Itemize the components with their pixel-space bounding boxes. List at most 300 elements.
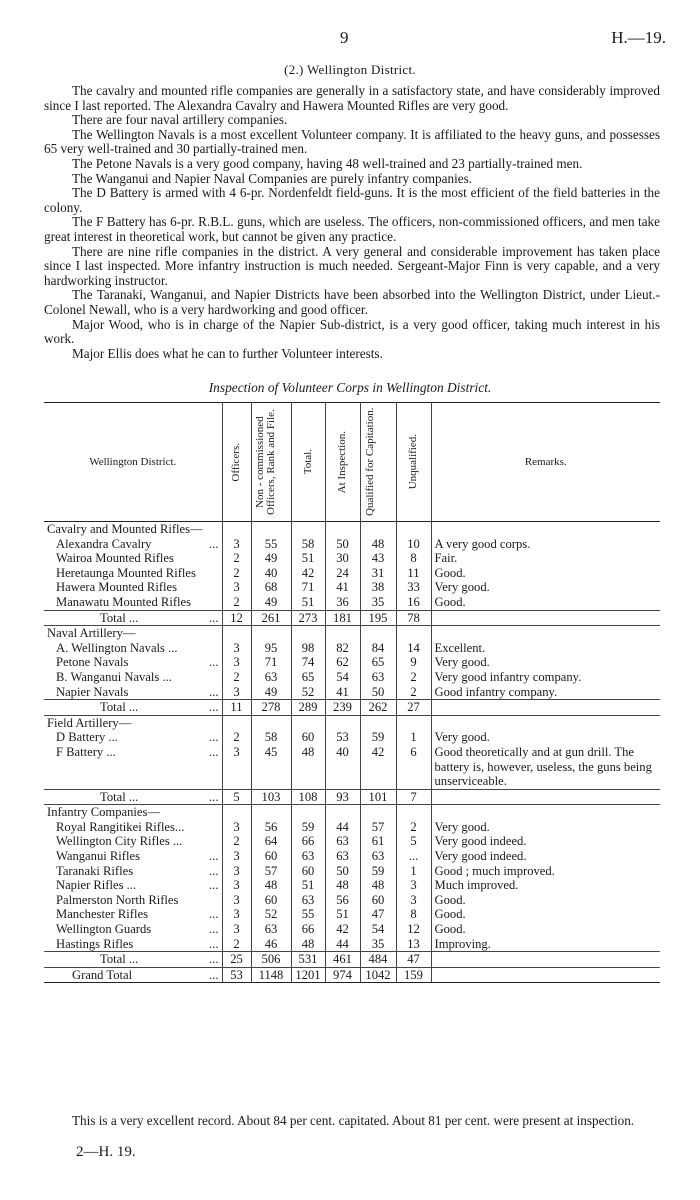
table-row	[44, 893, 660, 908]
unit-name-text: Wellington City Rifles ...	[56, 834, 183, 849]
value-total: 63	[291, 893, 325, 908]
unit-name-text: Taranaki Rifles	[56, 863, 134, 878]
empty-cell	[251, 715, 291, 730]
value-nco: 55	[251, 537, 291, 552]
page-number: 9	[340, 28, 349, 47]
grand-total-at: 974	[325, 967, 360, 983]
grand-total-nco: 1148	[251, 967, 291, 983]
value-unq: 3	[396, 893, 431, 908]
value-total: 42	[291, 566, 325, 581]
leader-dots: ...	[209, 907, 219, 922]
value-at: 53	[325, 730, 360, 745]
value-officers: 2	[222, 670, 251, 685]
value-nco: 63	[251, 670, 291, 685]
paragraph: There are four naval artillery companies.	[72, 112, 288, 128]
value-officers: 3	[222, 685, 251, 700]
table-row	[44, 685, 660, 700]
group-title: Cavalry and Mounted Rifles—	[44, 522, 222, 537]
leader-dots: ...	[209, 952, 219, 967]
leader-dots: ...	[209, 967, 219, 982]
value-qual: 59	[360, 730, 396, 745]
footer-note: This is a very excellent record. About 84 per cent. capitated. About 81 per cent. were present at inspection.	[72, 1113, 635, 1128]
value-nco: 52	[251, 907, 291, 922]
total-unq: 47	[396, 952, 431, 968]
unit-name-text: Wanganui Rifles	[56, 849, 140, 864]
value-officers: 3	[222, 864, 251, 879]
remark: Good infantry company.	[434, 684, 558, 699]
remark: Very good indeed.	[434, 849, 527, 864]
total-row	[44, 610, 660, 626]
value-at: 56	[325, 893, 360, 908]
empty-cell	[291, 715, 325, 730]
report-paragraphs	[44, 84, 660, 361]
value-at: 41	[325, 580, 360, 595]
value-unq: 11	[396, 566, 431, 581]
value-officers: 2	[222, 834, 251, 849]
signature-mark: 2—H. 19.	[76, 1144, 136, 1160]
unit-name	[44, 641, 222, 656]
grand-total-total: 1201	[291, 967, 325, 983]
value-officers: 3	[222, 922, 251, 937]
remark: Good.	[434, 907, 466, 922]
unit-name	[44, 551, 222, 566]
value-total: 51	[291, 878, 325, 893]
group-title-row	[44, 522, 660, 537]
value-unq: 2	[396, 685, 431, 700]
value-unq: 6	[396, 745, 431, 789]
unit-name-text: Royal Rangitikei Rifles...	[56, 819, 185, 834]
grand-total-label	[44, 967, 222, 983]
total-nco: 278	[251, 700, 291, 716]
total-qual: 484	[360, 952, 396, 968]
grand-total-unq: 159	[396, 967, 431, 983]
remark: Very good.	[434, 580, 490, 595]
total-nco: 261	[251, 610, 291, 626]
unit-name	[44, 937, 222, 952]
value-total: 55	[291, 907, 325, 922]
unit-name-text: Manchester Rifles	[56, 907, 148, 922]
value-unq: 2	[396, 670, 431, 685]
unit-name-text: Napier Navals	[56, 684, 129, 699]
leader-dots: ...	[209, 610, 219, 625]
value-qual: 65	[360, 655, 396, 670]
remark: Very good.	[434, 819, 490, 834]
table-row	[44, 566, 660, 581]
unit-name	[44, 685, 222, 700]
empty-cell	[222, 805, 251, 820]
unit-name	[44, 670, 222, 685]
empty-cell	[360, 805, 396, 820]
value-qual: 84	[360, 641, 396, 656]
total-officers: 25	[222, 952, 251, 968]
value-nco: 58	[251, 730, 291, 745]
value-officers: 3	[222, 580, 251, 595]
table-row	[44, 537, 660, 552]
remark: Very good.	[434, 655, 490, 670]
value-total: 74	[291, 655, 325, 670]
total-row	[44, 789, 660, 805]
unit-name-text: Manawatu Mounted Rifles	[56, 594, 192, 609]
header-qualified: Qualified for Capitation.	[360, 403, 396, 522]
header-remarks: Remarks.	[431, 403, 660, 522]
unit-name-text: Palmerston North Rifles	[56, 892, 179, 907]
value-nco: 49	[251, 595, 291, 610]
value-at: 42	[325, 922, 360, 937]
leader-dots: ...	[209, 536, 219, 551]
value-qual: 35	[360, 595, 396, 610]
value-at: 41	[325, 685, 360, 700]
unit-name	[44, 864, 222, 879]
empty-cell	[325, 522, 360, 537]
value-unq: 16	[396, 595, 431, 610]
empty-cell	[222, 522, 251, 537]
value-officers: 2	[222, 551, 251, 566]
table-caption: Inspection of Volunteer Corps in Wellington District.	[208, 380, 492, 395]
grand-total-label-text: Grand Total	[72, 967, 133, 982]
remark: Very good infantry company.	[434, 669, 582, 684]
paragraph: Major Wood, who is in charge of the Napier Sub-district, is a very good officer, taking much interest in his work.	[44, 316, 660, 347]
leader-dots: ...	[209, 849, 219, 864]
value-total: 60	[291, 730, 325, 745]
value-qual: 31	[360, 566, 396, 581]
table-row	[44, 655, 660, 670]
unit-name	[44, 655, 222, 670]
remark: Good theoretically and at gun drill. The battery is, however, useless, the guns being unserviceable.	[434, 744, 652, 789]
value-total: 63	[291, 849, 325, 864]
leader-dots: ...	[209, 922, 219, 937]
leader-dots: ...	[209, 684, 219, 699]
empty-cell	[396, 626, 431, 641]
value-qual: 54	[360, 922, 396, 937]
total-label-text: Total ...	[100, 610, 139, 625]
paragraph: The Petone Navals is a very good company, having 48 well-trained and 23 partially-trained men.	[72, 155, 583, 171]
inspection-table	[44, 402, 660, 983]
unit-name	[44, 893, 222, 908]
group-title: Infantry Companies—	[44, 805, 222, 820]
total-at: 93	[325, 789, 360, 805]
remark: Fair.	[434, 551, 458, 566]
total-total: 273	[291, 610, 325, 626]
unit-name-text: F Battery ...	[56, 744, 116, 759]
empty-cell	[396, 805, 431, 820]
value-qual: 61	[360, 834, 396, 849]
group-title-row	[44, 715, 660, 730]
paragraph: The Wanganui and Napier Naval Companies are purely infantry companies.	[72, 170, 473, 186]
value-at: 50	[325, 537, 360, 552]
unit-name	[44, 878, 222, 893]
value-officers: 3	[222, 820, 251, 835]
unit-name-text: D Battery ...	[56, 730, 118, 745]
remark: Excellent.	[434, 640, 486, 655]
empty-cell	[325, 626, 360, 641]
empty-cell	[251, 805, 291, 820]
table-row	[44, 745, 660, 789]
remark: Good ; much improved.	[434, 863, 555, 878]
group-title: Naval Artillery—	[44, 626, 222, 641]
total-label	[44, 952, 222, 968]
empty-cell	[431, 626, 660, 641]
unit-name	[44, 849, 222, 864]
total-row	[44, 952, 660, 968]
empty-cell	[431, 715, 660, 730]
unit-name	[44, 566, 222, 581]
table-row	[44, 864, 660, 879]
value-qual: 59	[360, 864, 396, 879]
grand-total-qual: 1042	[360, 967, 396, 983]
value-nco: 40	[251, 566, 291, 581]
empty-cell	[431, 522, 660, 537]
value-qual: 48	[360, 537, 396, 552]
total-total: 108	[291, 789, 325, 805]
empty-cell	[222, 626, 251, 641]
header-nco: Non - commissioned Officers, Rank and File.	[251, 403, 291, 522]
value-unq: 5	[396, 834, 431, 849]
value-nco: 60	[251, 893, 291, 908]
value-total: 98	[291, 641, 325, 656]
total-nco: 506	[251, 952, 291, 968]
total-at: 239	[325, 700, 360, 716]
empty-cell	[431, 805, 660, 820]
table-row	[44, 595, 660, 610]
value-total: 58	[291, 537, 325, 552]
total-label	[44, 700, 222, 716]
paragraph: The D Battery is armed with 4 6-pr. Nordenfeldt field-guns. It is the most efficient of the field batteries in the colony.	[44, 185, 660, 215]
total-qual: 262	[360, 700, 396, 716]
leader-dots: ...	[209, 789, 219, 804]
table-row	[44, 730, 660, 745]
leader-dots: ...	[209, 936, 219, 951]
unit-name-text: Hastings Rifles	[56, 936, 134, 951]
value-at: 63	[325, 834, 360, 849]
unit-name	[44, 820, 222, 835]
value-qual: 47	[360, 907, 396, 922]
leader-dots: ...	[209, 730, 219, 745]
value-nco: 60	[251, 849, 291, 864]
remark: Very good.	[434, 730, 490, 745]
value-total: 52	[291, 685, 325, 700]
value-qual: 63	[360, 849, 396, 864]
empty-cell	[431, 610, 660, 626]
total-qual: 195	[360, 610, 396, 626]
value-at: 36	[325, 595, 360, 610]
remark: Good.	[434, 922, 466, 937]
remark: Good.	[434, 594, 466, 609]
empty-cell	[396, 715, 431, 730]
paragraph: There are nine rifle companies in the district. A very general and considerable improvement has taken place since I last inspected. More infantry instruction is much needed. Sergeant-Major Finn is very capable, and a very hardworking instructor.	[44, 243, 660, 288]
remark: Much improved.	[434, 878, 519, 893]
value-unq: 14	[396, 641, 431, 656]
value-at: 48	[325, 878, 360, 893]
header-total: Total.	[291, 403, 325, 522]
value-at: 44	[325, 937, 360, 952]
value-nco: 68	[251, 580, 291, 595]
value-at: 44	[325, 820, 360, 835]
total-at: 181	[325, 610, 360, 626]
paragraph: The Wellington Navals is a most excellent Volunteer company. It is affiliated to the heavy guns, and possesses 65 very well-trained and 30 partially-trained men.	[44, 126, 660, 157]
empty-cell	[431, 952, 660, 968]
value-total: 71	[291, 580, 325, 595]
empty-cell	[360, 715, 396, 730]
value-qual: 43	[360, 551, 396, 566]
value-at: 50	[325, 864, 360, 879]
value-nco: 95	[251, 641, 291, 656]
paragraph: Major Ellis does what he can to further Volunteer interests.	[72, 345, 383, 361]
total-unq: 27	[396, 700, 431, 716]
value-unq: 13	[396, 937, 431, 952]
total-label	[44, 789, 222, 805]
value-officers: 3	[222, 849, 251, 864]
total-qual: 101	[360, 789, 396, 805]
value-total: 66	[291, 834, 325, 849]
empty-cell	[431, 967, 660, 983]
value-officers: 2	[222, 595, 251, 610]
table-row	[44, 907, 660, 922]
paragraph: The F Battery has 6-pr. R.B.L. guns, which are useless. The officers, non-commissioned officers, and men take great interest in theoretical work, but cannot be given any practice.	[44, 214, 660, 244]
header-unqualified: Unqualified.	[396, 403, 431, 522]
paragraph: The cavalry and mounted rifle companies are generally in a satisfactory state, and have considerably improved since I last reported. The Alexandra Cavalry and Hawera Mounted Rifles are very good.	[44, 83, 660, 113]
total-total: 289	[291, 700, 325, 716]
value-total: 48	[291, 745, 325, 789]
value-at: 24	[325, 566, 360, 581]
value-total: 59	[291, 820, 325, 835]
remark: Improving.	[434, 936, 491, 951]
empty-cell	[251, 522, 291, 537]
value-total: 48	[291, 937, 325, 952]
value-officers: 3	[222, 878, 251, 893]
value-at: 30	[325, 551, 360, 566]
value-officers: 2	[222, 566, 251, 581]
value-qual: 50	[360, 685, 396, 700]
value-unq: 1	[396, 730, 431, 745]
value-total: 51	[291, 551, 325, 566]
unit-name-text: A. Wellington Navals ...	[56, 640, 178, 655]
empty-cell	[222, 715, 251, 730]
value-nco: 56	[251, 820, 291, 835]
empty-cell	[360, 626, 396, 641]
value-at: 54	[325, 670, 360, 685]
value-officers: 2	[222, 730, 251, 745]
grand-total-officers: 53	[222, 967, 251, 983]
group-title: Field Artillery—	[44, 715, 222, 730]
leader-dots: ...	[209, 700, 219, 715]
unit-name-text: Petone Navals	[56, 655, 129, 670]
value-qual: 48	[360, 878, 396, 893]
group-title-row	[44, 626, 660, 641]
table-row	[44, 580, 660, 595]
value-at: 40	[325, 745, 360, 789]
value-unq: 33	[396, 580, 431, 595]
unit-name	[44, 922, 222, 937]
table-row	[44, 834, 660, 849]
empty-cell	[431, 789, 660, 805]
value-nco: 45	[251, 745, 291, 789]
empty-cell	[360, 522, 396, 537]
value-officers: 3	[222, 907, 251, 922]
empty-cell	[325, 715, 360, 730]
value-at: 63	[325, 849, 360, 864]
value-nco: 57	[251, 864, 291, 879]
unit-name-text: Alexandra Cavalry	[56, 536, 152, 551]
table-row	[44, 849, 660, 864]
remark: Good.	[434, 565, 466, 580]
value-qual: 60	[360, 893, 396, 908]
unit-name-text: Wairoa Mounted Rifles	[56, 551, 174, 566]
leader-dots: ...	[209, 878, 219, 893]
leader-dots: ...	[209, 744, 219, 759]
empty-cell	[291, 805, 325, 820]
value-nco: 49	[251, 685, 291, 700]
total-officers: 12	[222, 610, 251, 626]
value-unq: 8	[396, 907, 431, 922]
total-row	[44, 700, 660, 716]
table-row	[44, 937, 660, 952]
empty-cell	[251, 626, 291, 641]
value-qual: 35	[360, 937, 396, 952]
total-nco: 103	[251, 789, 291, 805]
unit-name-text: Heretaunga Mounted Rifles	[56, 565, 196, 580]
header-district: Wellington District.	[44, 403, 222, 522]
unit-name-text: Napier Rifles ...	[56, 878, 137, 893]
value-at: 62	[325, 655, 360, 670]
unit-name	[44, 907, 222, 922]
total-label-text: Total ...	[100, 789, 139, 804]
value-total: 66	[291, 922, 325, 937]
value-unq: 2	[396, 820, 431, 835]
table-row	[44, 820, 660, 835]
value-qual: 63	[360, 670, 396, 685]
unit-name-text: B. Wanganui Navals ...	[56, 669, 172, 684]
empty-cell	[396, 522, 431, 537]
total-at: 461	[325, 952, 360, 968]
value-nco: 48	[251, 878, 291, 893]
header-officers: Officers.	[222, 403, 251, 522]
value-nco: 46	[251, 937, 291, 952]
remark: A very good corps.	[434, 536, 531, 551]
unit-name	[44, 580, 222, 595]
value-nco: 64	[251, 834, 291, 849]
unit-name	[44, 537, 222, 552]
unit-name	[44, 834, 222, 849]
value-officers: 3	[222, 893, 251, 908]
total-officers: 5	[222, 789, 251, 805]
value-unq: 12	[396, 922, 431, 937]
leader-dots: ...	[209, 655, 219, 670]
unit-name	[44, 730, 222, 745]
unit-name-text: Hawera Mounted Rifles	[56, 580, 178, 595]
unit-name	[44, 745, 222, 789]
remark: Very good indeed.	[434, 834, 527, 849]
total-label-text: Total ...	[100, 700, 139, 715]
value-officers: 3	[222, 641, 251, 656]
total-label-text: Total ...	[100, 952, 139, 967]
table-row	[44, 641, 660, 656]
empty-cell	[431, 700, 660, 716]
total-unq: 78	[396, 610, 431, 626]
value-unq: 3	[396, 878, 431, 893]
value-officers: 2	[222, 937, 251, 952]
value-total: 60	[291, 864, 325, 879]
value-unq: 1	[396, 864, 431, 879]
unit-name	[44, 595, 222, 610]
remark: Good.	[434, 892, 466, 907]
empty-cell	[325, 805, 360, 820]
value-qual: 57	[360, 820, 396, 835]
table-header-row	[44, 403, 660, 522]
document-reference: H.—19.	[611, 28, 666, 47]
value-nco: 49	[251, 551, 291, 566]
value-unq: 9	[396, 655, 431, 670]
empty-cell	[291, 522, 325, 537]
